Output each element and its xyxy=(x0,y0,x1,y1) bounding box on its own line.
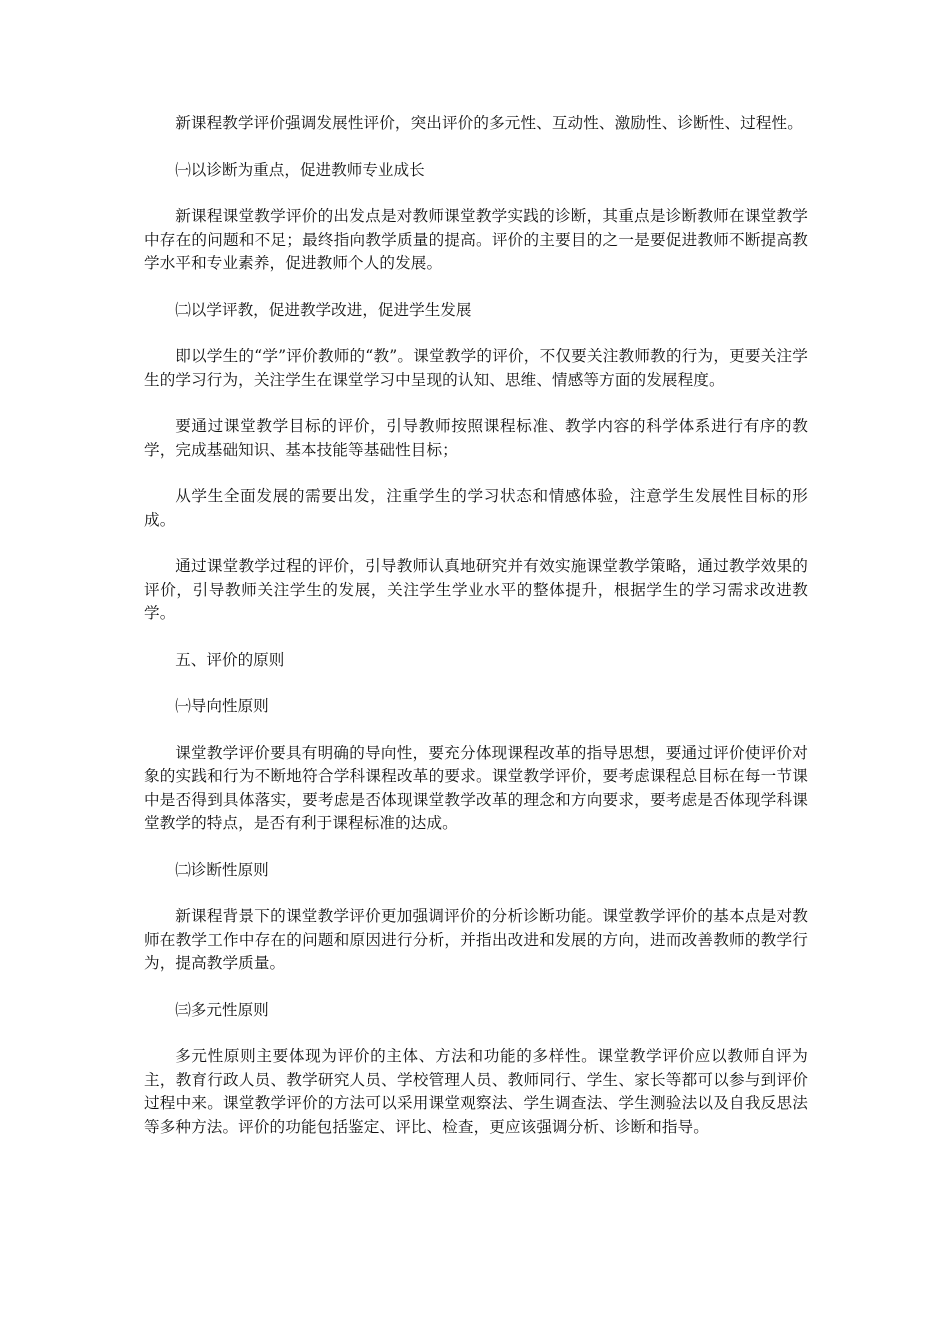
paragraph-diversity-principle: 多元性原则主要体现为评价的主体、方法和功能的多样性。课堂教学评价应以教师自评为主，教育行政人员、教学研究人员、学校管理人员、教师同行、学生、家长等都可以参与到评价过程中来。课堂教学评价的方法可以采用课堂观察法、学生调查法、学生测验法以及自我反思法等多种方法。评价的功能包括鉴定、评比、检查，更应该强调分析、诊断和指导。 xyxy=(144,1047,808,1136)
heading-learning-evaluation: ㈡以学评教，促进教学改进，促进学生发展 xyxy=(175,300,472,319)
paragraph-guidance-principle: 课堂教学评价要具有明确的导向性，要充分体现课程改革的指导思想，要通过评价使评价对象的实践和行为不断地符合学科课程改革的要求。课堂教学评价，要考虑课程总目标在每一节课中是否得到具体落实，要考虑是否体现课堂教学改革的理念和方向要求，要考虑是否体现学科课堂教学的特点，是否有利于课程标准的达成。 xyxy=(144,743,808,832)
paragraph-student-development: 从学生全面发展的需要出发，注重学生的学习状态和情感体验，注意学生发展性目标的形成。 xyxy=(144,487,808,529)
paragraph-learning-evaluation: 即以学生的“学”评价教师的“教”。课堂教学的评价，不仅要关注教师教的行为，更要关注学生的学习行为，关注学生在课堂学习中呈现的认知、思维、情感等方面的发展程度。 xyxy=(144,347,808,389)
heading-diagnostic-principle: ㈡诊断性原则 xyxy=(175,860,269,879)
heading-guidance-principle: ㈠导向性原则 xyxy=(175,697,269,715)
document-page xyxy=(144,112,808,1139)
paragraph-diagnostic-principle: 新课程背景下的课堂教学评价更加强调评价的分析诊断功能。课堂教学评价的基本点是对教师在教学工作中存在的问题和原因进行分析，并指出改进和发展的方向，进而改善教师的教学行为，提高教学质量。 xyxy=(144,907,808,972)
heading-diagnosis-focus: ㈠以诊断为重点，促进教师专业成长 xyxy=(175,160,425,179)
heading-principles: 五、评价的原则 xyxy=(175,650,285,669)
paragraph-teaching-process: 通过课堂教学过程的评价，引导教师认真地研究并有效实施课堂教学策略，通过教学效果的评价，引导教师关注学生的发展，关注学生学业水平的整体提升，根据学生的学习需求改进教学。 xyxy=(144,557,808,622)
heading-diversity-principle: ㈢多元性原则 xyxy=(175,1000,269,1019)
paragraph-intro: 新课程教学评价强调发展性评价，突出评价的多元性、互动性、激励性、诊断性、过程性。 xyxy=(175,114,803,132)
paragraph-diagnosis: 新课程课堂教学评价的出发点是对教师课堂教学实践的诊断，其重点是诊断教师在课堂教学中存在的问题和不足；最终指向教学质量的提高。评价的主要目的之一是要促进教师不断提高教学水平和专业素养，促进教师个人的发展。 xyxy=(144,207,808,272)
paragraph-teaching-goals: 要通过课堂教学目标的评价，引导教师按照课程标准、教学内容的科学体系进行有序的教学，完成基础知识、基本技能等基础性目标； xyxy=(144,417,808,459)
